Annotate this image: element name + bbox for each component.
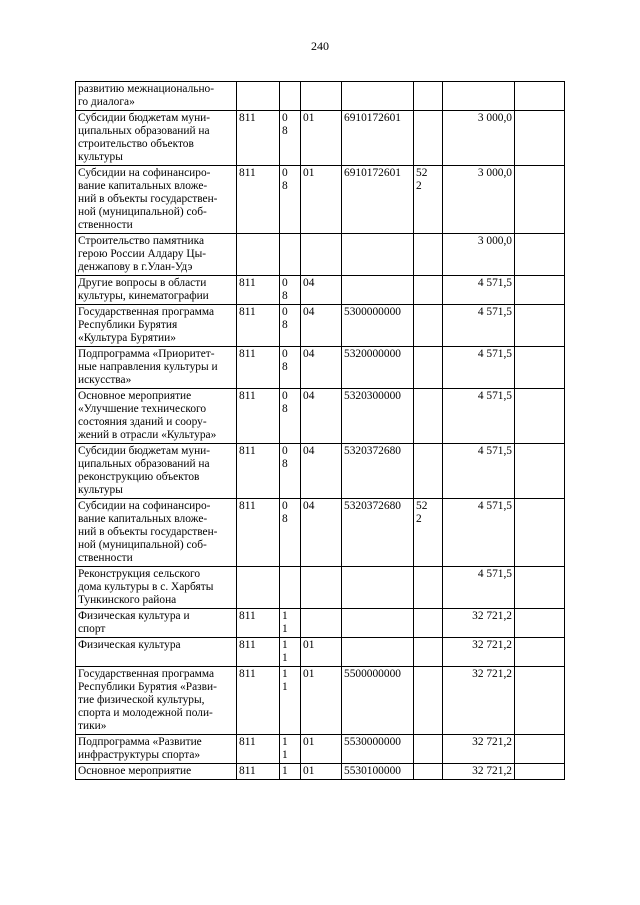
row-amount-cell: 3 000,0 xyxy=(443,111,515,166)
budget-table xyxy=(75,81,565,780)
table-row xyxy=(76,234,565,276)
row-section-cell: 1 1 xyxy=(280,667,301,735)
row-extra-cell xyxy=(515,567,565,609)
row-amount-cell: 4 571,5 xyxy=(443,444,515,499)
row-subsection-cell: 04 xyxy=(301,276,342,305)
row-name-cell: Субсидии бюджетам муни- ципальных образований на строительство объектов культуры xyxy=(76,111,237,166)
row-expense-type-cell xyxy=(414,609,443,638)
row-amount-cell: 4 571,5 xyxy=(443,305,515,347)
row-expense-type-cell: 52 2 xyxy=(414,499,443,567)
row-name-cell: развитию межнационально- го диалога» xyxy=(76,82,237,111)
row-target-article-cell xyxy=(342,638,414,667)
row-target-article-cell: 5500000000 xyxy=(342,667,414,735)
row-amount-cell: 32 721,2 xyxy=(443,609,515,638)
row-extra-cell xyxy=(515,499,565,567)
row-expense-type-cell xyxy=(414,389,443,444)
row-section-cell: 1 xyxy=(280,764,301,780)
table-row xyxy=(76,276,565,305)
row-expense-type-cell xyxy=(414,347,443,389)
row-code-cell: 811 xyxy=(237,444,280,499)
row-target-article-cell: 5320372680 xyxy=(342,444,414,499)
row-amount-cell: 4 571,5 xyxy=(443,276,515,305)
row-extra-cell xyxy=(515,82,565,111)
row-amount-cell: 4 571,5 xyxy=(443,347,515,389)
table-row xyxy=(76,638,565,667)
row-amount-cell: 3 000,0 xyxy=(443,166,515,234)
table-row xyxy=(76,499,565,567)
row-name-cell: Подпрограмма «Приоритет- ные направления культуры и искусства» xyxy=(76,347,237,389)
row-section-cell: 0 8 xyxy=(280,499,301,567)
row-name-cell: Физическая культура xyxy=(76,638,237,667)
row-code-cell xyxy=(237,567,280,609)
row-name-cell: Субсидии на софинансиро- вание капитальных вложе- ний в объекты государствен- ной (муниципальной) соб- ственности xyxy=(76,499,237,567)
row-extra-cell xyxy=(515,389,565,444)
row-expense-type-cell xyxy=(414,444,443,499)
row-section-cell: 0 8 xyxy=(280,347,301,389)
row-extra-cell xyxy=(515,638,565,667)
row-target-article-cell: 6910172601 xyxy=(342,111,414,166)
row-section-cell: 1 1 xyxy=(280,638,301,667)
row-section-cell: 0 8 xyxy=(280,444,301,499)
row-name-cell: Государственная программа Республики Бурятия «Культура Бурятии» xyxy=(76,305,237,347)
row-target-article-cell xyxy=(342,609,414,638)
row-expense-type-cell: 52 2 xyxy=(414,166,443,234)
row-target-article-cell: 6910172601 xyxy=(342,166,414,234)
row-target-article-cell: 5300000000 xyxy=(342,305,414,347)
row-code-cell: 811 xyxy=(237,305,280,347)
row-extra-cell xyxy=(515,764,565,780)
row-name-cell: Государственная программа Республики Бурятия «Разви- тие физической культуры, спорта и молодежной поли- тики» xyxy=(76,667,237,735)
row-subsection-cell: 01 xyxy=(301,667,342,735)
row-code-cell: 811 xyxy=(237,111,280,166)
row-code-cell xyxy=(237,82,280,111)
row-extra-cell xyxy=(515,276,565,305)
row-code-cell: 811 xyxy=(237,499,280,567)
table-row xyxy=(76,166,565,234)
row-extra-cell xyxy=(515,111,565,166)
table-row xyxy=(76,444,565,499)
row-section-cell: 1 1 xyxy=(280,609,301,638)
row-subsection-cell: 01 xyxy=(301,111,342,166)
row-extra-cell xyxy=(515,234,565,276)
row-section-cell xyxy=(280,82,301,111)
row-subsection-cell: 04 xyxy=(301,444,342,499)
table-row xyxy=(76,735,565,764)
row-amount-cell: 4 571,5 xyxy=(443,499,515,567)
row-code-cell: 811 xyxy=(237,276,280,305)
row-target-article-cell xyxy=(342,276,414,305)
row-target-article-cell: 5530100000 xyxy=(342,764,414,780)
row-target-article-cell: 5320372680 xyxy=(342,499,414,567)
row-extra-cell xyxy=(515,347,565,389)
row-subsection-cell xyxy=(301,234,342,276)
row-subsection-cell: 04 xyxy=(301,305,342,347)
row-expense-type-cell xyxy=(414,276,443,305)
row-expense-type-cell xyxy=(414,667,443,735)
row-code-cell: 811 xyxy=(237,735,280,764)
row-expense-type-cell xyxy=(414,234,443,276)
row-amount-cell: 32 721,2 xyxy=(443,667,515,735)
row-amount-cell: 4 571,5 xyxy=(443,389,515,444)
table-row xyxy=(76,609,565,638)
row-code-cell: 811 xyxy=(237,638,280,667)
row-extra-cell xyxy=(515,305,565,347)
row-target-article-cell: 5320000000 xyxy=(342,347,414,389)
row-name-cell: Подпрограмма «Развитие инфраструктуры спорта» xyxy=(76,735,237,764)
row-section-cell: 0 8 xyxy=(280,305,301,347)
table-row xyxy=(76,111,565,166)
row-section-cell: 0 8 xyxy=(280,276,301,305)
row-target-article-cell xyxy=(342,82,414,111)
row-subsection-cell xyxy=(301,609,342,638)
row-subsection-cell: 01 xyxy=(301,166,342,234)
table-row xyxy=(76,764,565,780)
row-section-cell: 1 1 xyxy=(280,735,301,764)
table-row xyxy=(76,667,565,735)
row-subsection-cell: 04 xyxy=(301,347,342,389)
row-subsection-cell xyxy=(301,82,342,111)
page-number: 240 xyxy=(311,39,329,53)
row-subsection-cell: 01 xyxy=(301,638,342,667)
table-row xyxy=(76,347,565,389)
row-subsection-cell xyxy=(301,567,342,609)
row-subsection-cell: 04 xyxy=(301,499,342,567)
row-extra-cell xyxy=(515,166,565,234)
row-code-cell: 811 xyxy=(237,389,280,444)
row-section-cell xyxy=(280,234,301,276)
row-expense-type-cell xyxy=(414,305,443,347)
row-extra-cell xyxy=(515,667,565,735)
row-name-cell: Основное мероприятие xyxy=(76,764,237,780)
row-section-cell: 0 8 xyxy=(280,166,301,234)
table-row xyxy=(76,305,565,347)
row-code-cell: 811 xyxy=(237,166,280,234)
table-row xyxy=(76,82,565,111)
row-target-article-cell xyxy=(342,234,414,276)
row-expense-type-cell xyxy=(414,764,443,780)
row-name-cell: Строительство памятника герою России Алдару Цы- денжапову в г.Улан-Удэ xyxy=(76,234,237,276)
table-row xyxy=(76,567,565,609)
row-amount-cell: 3 000,0 xyxy=(443,234,515,276)
row-target-article-cell: 5320300000 xyxy=(342,389,414,444)
row-expense-type-cell xyxy=(414,735,443,764)
row-amount-cell: 32 721,2 xyxy=(443,638,515,667)
row-amount-cell: 32 721,2 xyxy=(443,735,515,764)
row-extra-cell xyxy=(515,444,565,499)
row-expense-type-cell xyxy=(414,82,443,111)
row-extra-cell xyxy=(515,609,565,638)
row-name-cell: Субсидии на софинансиро- вание капитальных вложе- ний в объекты государствен- ной (муниципальной) соб- ственности xyxy=(76,166,237,234)
row-amount-cell xyxy=(443,82,515,111)
row-subsection-cell: 01 xyxy=(301,735,342,764)
row-name-cell: Основное мероприятие «Улучшение технического состояния зданий и соору- жений в отрасли «Культура» xyxy=(76,389,237,444)
row-section-cell xyxy=(280,567,301,609)
row-name-cell: Другие вопросы в области культуры, кинематографии xyxy=(76,276,237,305)
row-name-cell: Субсидии бюджетам муни- ципальных образований на реконструкцию объектов культуры xyxy=(76,444,237,499)
row-target-article-cell: 5530000000 xyxy=(342,735,414,764)
row-extra-cell xyxy=(515,735,565,764)
row-expense-type-cell xyxy=(414,567,443,609)
row-name-cell: Реконструкция сельского дома культуры в с. Харбяты Тункинского района xyxy=(76,567,237,609)
row-code-cell: 811 xyxy=(237,667,280,735)
row-target-article-cell xyxy=(342,567,414,609)
row-code-cell: 811 xyxy=(237,609,280,638)
table-body xyxy=(76,82,565,780)
row-code-cell: 811 xyxy=(237,347,280,389)
row-code-cell xyxy=(237,234,280,276)
row-amount-cell: 32 721,2 xyxy=(443,764,515,780)
row-name-cell: Физическая культура и спорт xyxy=(76,609,237,638)
row-subsection-cell: 01 xyxy=(301,764,342,780)
row-section-cell: 0 8 xyxy=(280,111,301,166)
row-amount-cell: 4 571,5 xyxy=(443,567,515,609)
row-code-cell: 811 xyxy=(237,764,280,780)
row-expense-type-cell xyxy=(414,111,443,166)
table-row xyxy=(76,389,565,444)
row-subsection-cell: 04 xyxy=(301,389,342,444)
row-section-cell: 0 8 xyxy=(280,389,301,444)
row-expense-type-cell xyxy=(414,638,443,667)
